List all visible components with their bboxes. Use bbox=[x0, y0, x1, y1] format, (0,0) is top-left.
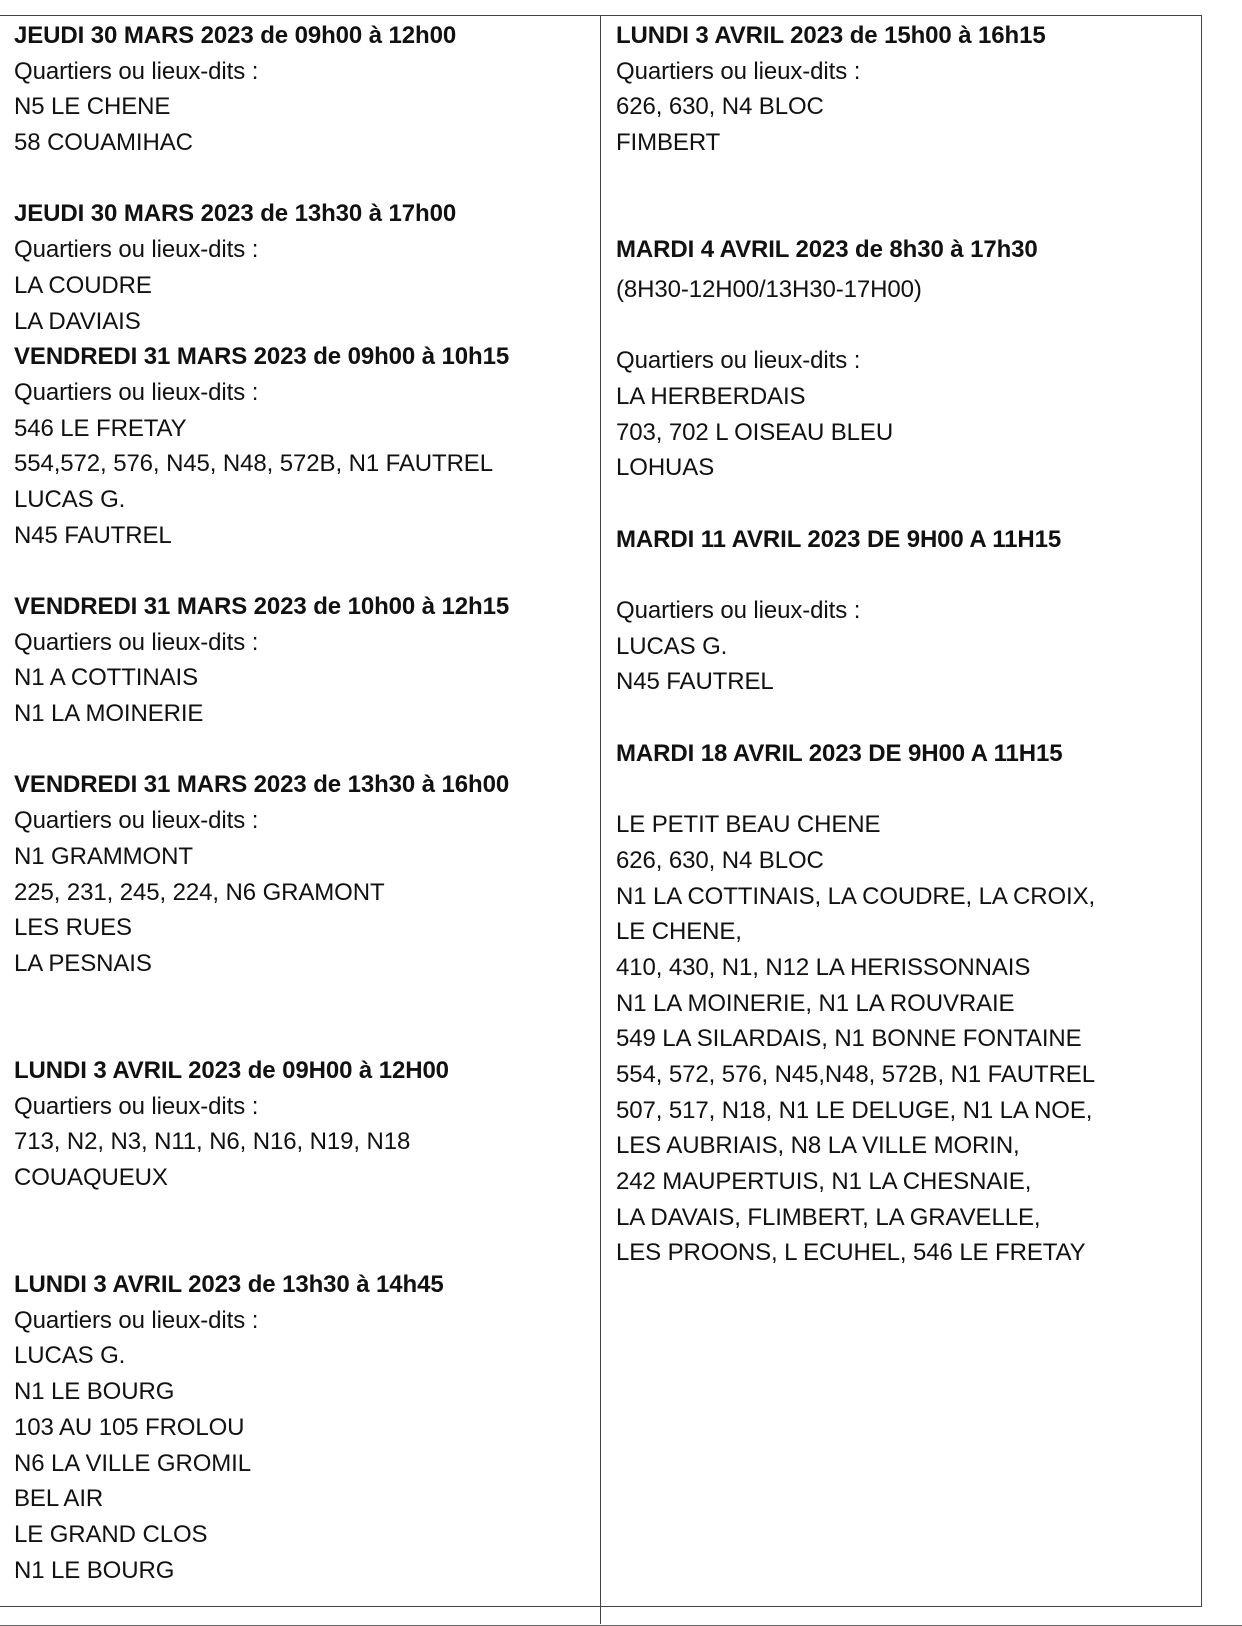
location-line: LA COUDRE bbox=[14, 271, 152, 299]
label-quartiers: Quartiers ou lieux-dits : bbox=[14, 378, 259, 406]
right-column bbox=[616, 18, 1196, 1271]
location-line: LA HERBERDAIS bbox=[616, 382, 806, 410]
location-line: LA PESNAIS bbox=[14, 949, 152, 977]
location-line: BEL AIR bbox=[14, 1485, 104, 1513]
location-line: LES RUES bbox=[14, 914, 132, 942]
location-line: 103 AU 105 FROLOU bbox=[14, 1413, 245, 1441]
location-line: LUCAS G. bbox=[14, 485, 126, 513]
schedule-heading: JEUDI 30 MARS 2023 de 13h30 à 17h00 bbox=[14, 200, 457, 228]
location-line: LE GRAND CLOS bbox=[14, 1520, 208, 1548]
schedule-heading: LUNDI 3 AVRIL 2023 de 15h00 à 16h15 bbox=[616, 22, 1046, 49]
location-line: 549 LA SILARDAIS, N1 BONNE FONTAINE bbox=[616, 1025, 1082, 1053]
schedule-block bbox=[14, 589, 594, 732]
location-line: LE CHENE, bbox=[616, 918, 742, 946]
schedule-block bbox=[14, 1053, 594, 1196]
location-line: 703, 702 L OISEAU BLEU bbox=[616, 418, 894, 446]
label-quartiers: Quartiers ou lieux-dits : bbox=[14, 628, 259, 656]
label-quartiers: Quartiers ou lieux-dits : bbox=[14, 807, 259, 835]
location-line: LA DAVAIS, FLIMBERT, LA GRAVELLE, bbox=[616, 1203, 1041, 1231]
schedule-heading: MARDI 4 AVRIL 2023 de 8h30 à 17h30 bbox=[616, 236, 1038, 264]
location-line: LOHUAS bbox=[616, 454, 715, 482]
label-quartiers: Quartiers ou lieux-dits : bbox=[14, 1306, 259, 1334]
location-line: 546 LE FRETAY bbox=[14, 414, 187, 442]
location-line: COUAQUEUX bbox=[14, 1164, 168, 1192]
left-column bbox=[14, 18, 594, 1588]
location-line: FIMBERT bbox=[616, 129, 721, 157]
schedule-heading: VENDREDI 31 MARS 2023 de 09h00 à 10h15 bbox=[14, 343, 510, 371]
label-quartiers: Quartiers ou lieux-dits : bbox=[616, 597, 861, 625]
schedule-block bbox=[14, 767, 594, 981]
location-line: LES AUBRIAIS, N8 LA VILLE MORIN, bbox=[616, 1132, 1020, 1160]
location-line: LUCAS G. bbox=[14, 1342, 126, 1370]
location-line: 626, 630, N4 BLOC bbox=[616, 846, 824, 874]
schedule-heading: LUNDI 3 AVRIL 2023 de 09H00 à 12H00 bbox=[14, 1056, 449, 1084]
location-line: N5 LE CHENE bbox=[14, 93, 171, 121]
location-line: N45 FAUTREL bbox=[14, 521, 172, 549]
schedule-heading: VENDREDI 31 MARS 2023 de 13h30 à 16h00 bbox=[14, 771, 510, 799]
schedule-block bbox=[616, 232, 1196, 486]
schedule-subheading: (8H30-12H00/13H30-17H00) bbox=[616, 275, 922, 303]
schedule-block bbox=[14, 18, 594, 161]
location-line: N1 LA MOINERIE, N1 LA ROUVRAIE bbox=[616, 989, 1015, 1017]
location-line: N1 LE BOURG bbox=[14, 1556, 175, 1584]
label-quartiers: Quartiers ou lieux-dits : bbox=[14, 1092, 259, 1120]
location-line: LUCAS G. bbox=[616, 632, 728, 660]
location-line: 507, 517, N18, N1 LE DELUGE, N1 LA NOE, bbox=[616, 1096, 1093, 1124]
schedule-block bbox=[14, 339, 594, 553]
schedule-heading: JEUDI 30 MARS 2023 de 09h00 à 12h00 bbox=[14, 22, 457, 49]
schedule-heading: MARDI 18 AVRIL 2023 DE 9H00 A 11H15 bbox=[616, 739, 1063, 767]
location-line: 626, 630, N4 BLOC bbox=[616, 93, 824, 121]
location-line: N1 LA MOINERIE bbox=[14, 700, 204, 728]
schedule-block bbox=[616, 18, 1196, 161]
location-line: LES PROONS, L ECUHEL, 546 LE FRETAY bbox=[616, 1239, 1086, 1267]
location-line: 58 COUAMIHAC bbox=[14, 129, 193, 157]
location-line: 713, N2, N3, N11, N6, N16, N19, N18 bbox=[14, 1128, 411, 1156]
location-line: N45 FAUTREL bbox=[616, 668, 774, 696]
label-quartiers: Quartiers ou lieux-dits : bbox=[616, 57, 861, 85]
schedule-block bbox=[14, 1267, 594, 1588]
label-quartiers: Quartiers ou lieux-dits : bbox=[14, 57, 259, 85]
schedule-block bbox=[616, 736, 1196, 1271]
location-line: 225, 231, 245, 224, N6 GRAMONT bbox=[14, 878, 385, 906]
location-line: 242 MAUPERTUIS, N1 LA CHESNAIE, bbox=[616, 1168, 1032, 1196]
location-line: N1 GRAMMONT bbox=[14, 842, 193, 870]
location-line: N1 A COTTINAIS bbox=[14, 664, 198, 692]
schedule-heading: LUNDI 3 AVRIL 2023 de 13h30 à 14h45 bbox=[14, 1271, 444, 1299]
schedule-heading: MARDI 11 AVRIL 2023 DE 9H00 A 11H15 bbox=[616, 525, 1062, 553]
location-line: LE PETIT BEAU CHENE bbox=[616, 811, 881, 839]
label-quartiers: Quartiers ou lieux-dits : bbox=[14, 236, 259, 264]
location-line: LA DAVIAIS bbox=[14, 307, 141, 335]
schedule-heading: VENDREDI 31 MARS 2023 de 10h00 à 12h15 bbox=[14, 593, 510, 620]
location-line: 554,572, 576, N45, N48, 572B, N1 FAUTREL bbox=[14, 450, 493, 478]
column-divider bbox=[600, 15, 601, 1624]
location-line: 554, 572, 576, N45,N48, 572B, N1 FAUTREL bbox=[616, 1060, 1095, 1088]
location-line: N6 LA VILLE GROMIL bbox=[14, 1449, 251, 1477]
location-line: N1 LA COTTINAIS, LA COUDRE, LA CROIX, bbox=[616, 882, 1096, 910]
location-line: 410, 430, N1, N12 LA HERISSONNAIS bbox=[616, 953, 1031, 981]
schedule-block bbox=[14, 196, 594, 339]
schedule-block bbox=[616, 522, 1196, 700]
location-line: N1 LE BOURG bbox=[14, 1378, 175, 1406]
label-quartiers: Quartiers ou lieux-dits : bbox=[616, 347, 861, 375]
